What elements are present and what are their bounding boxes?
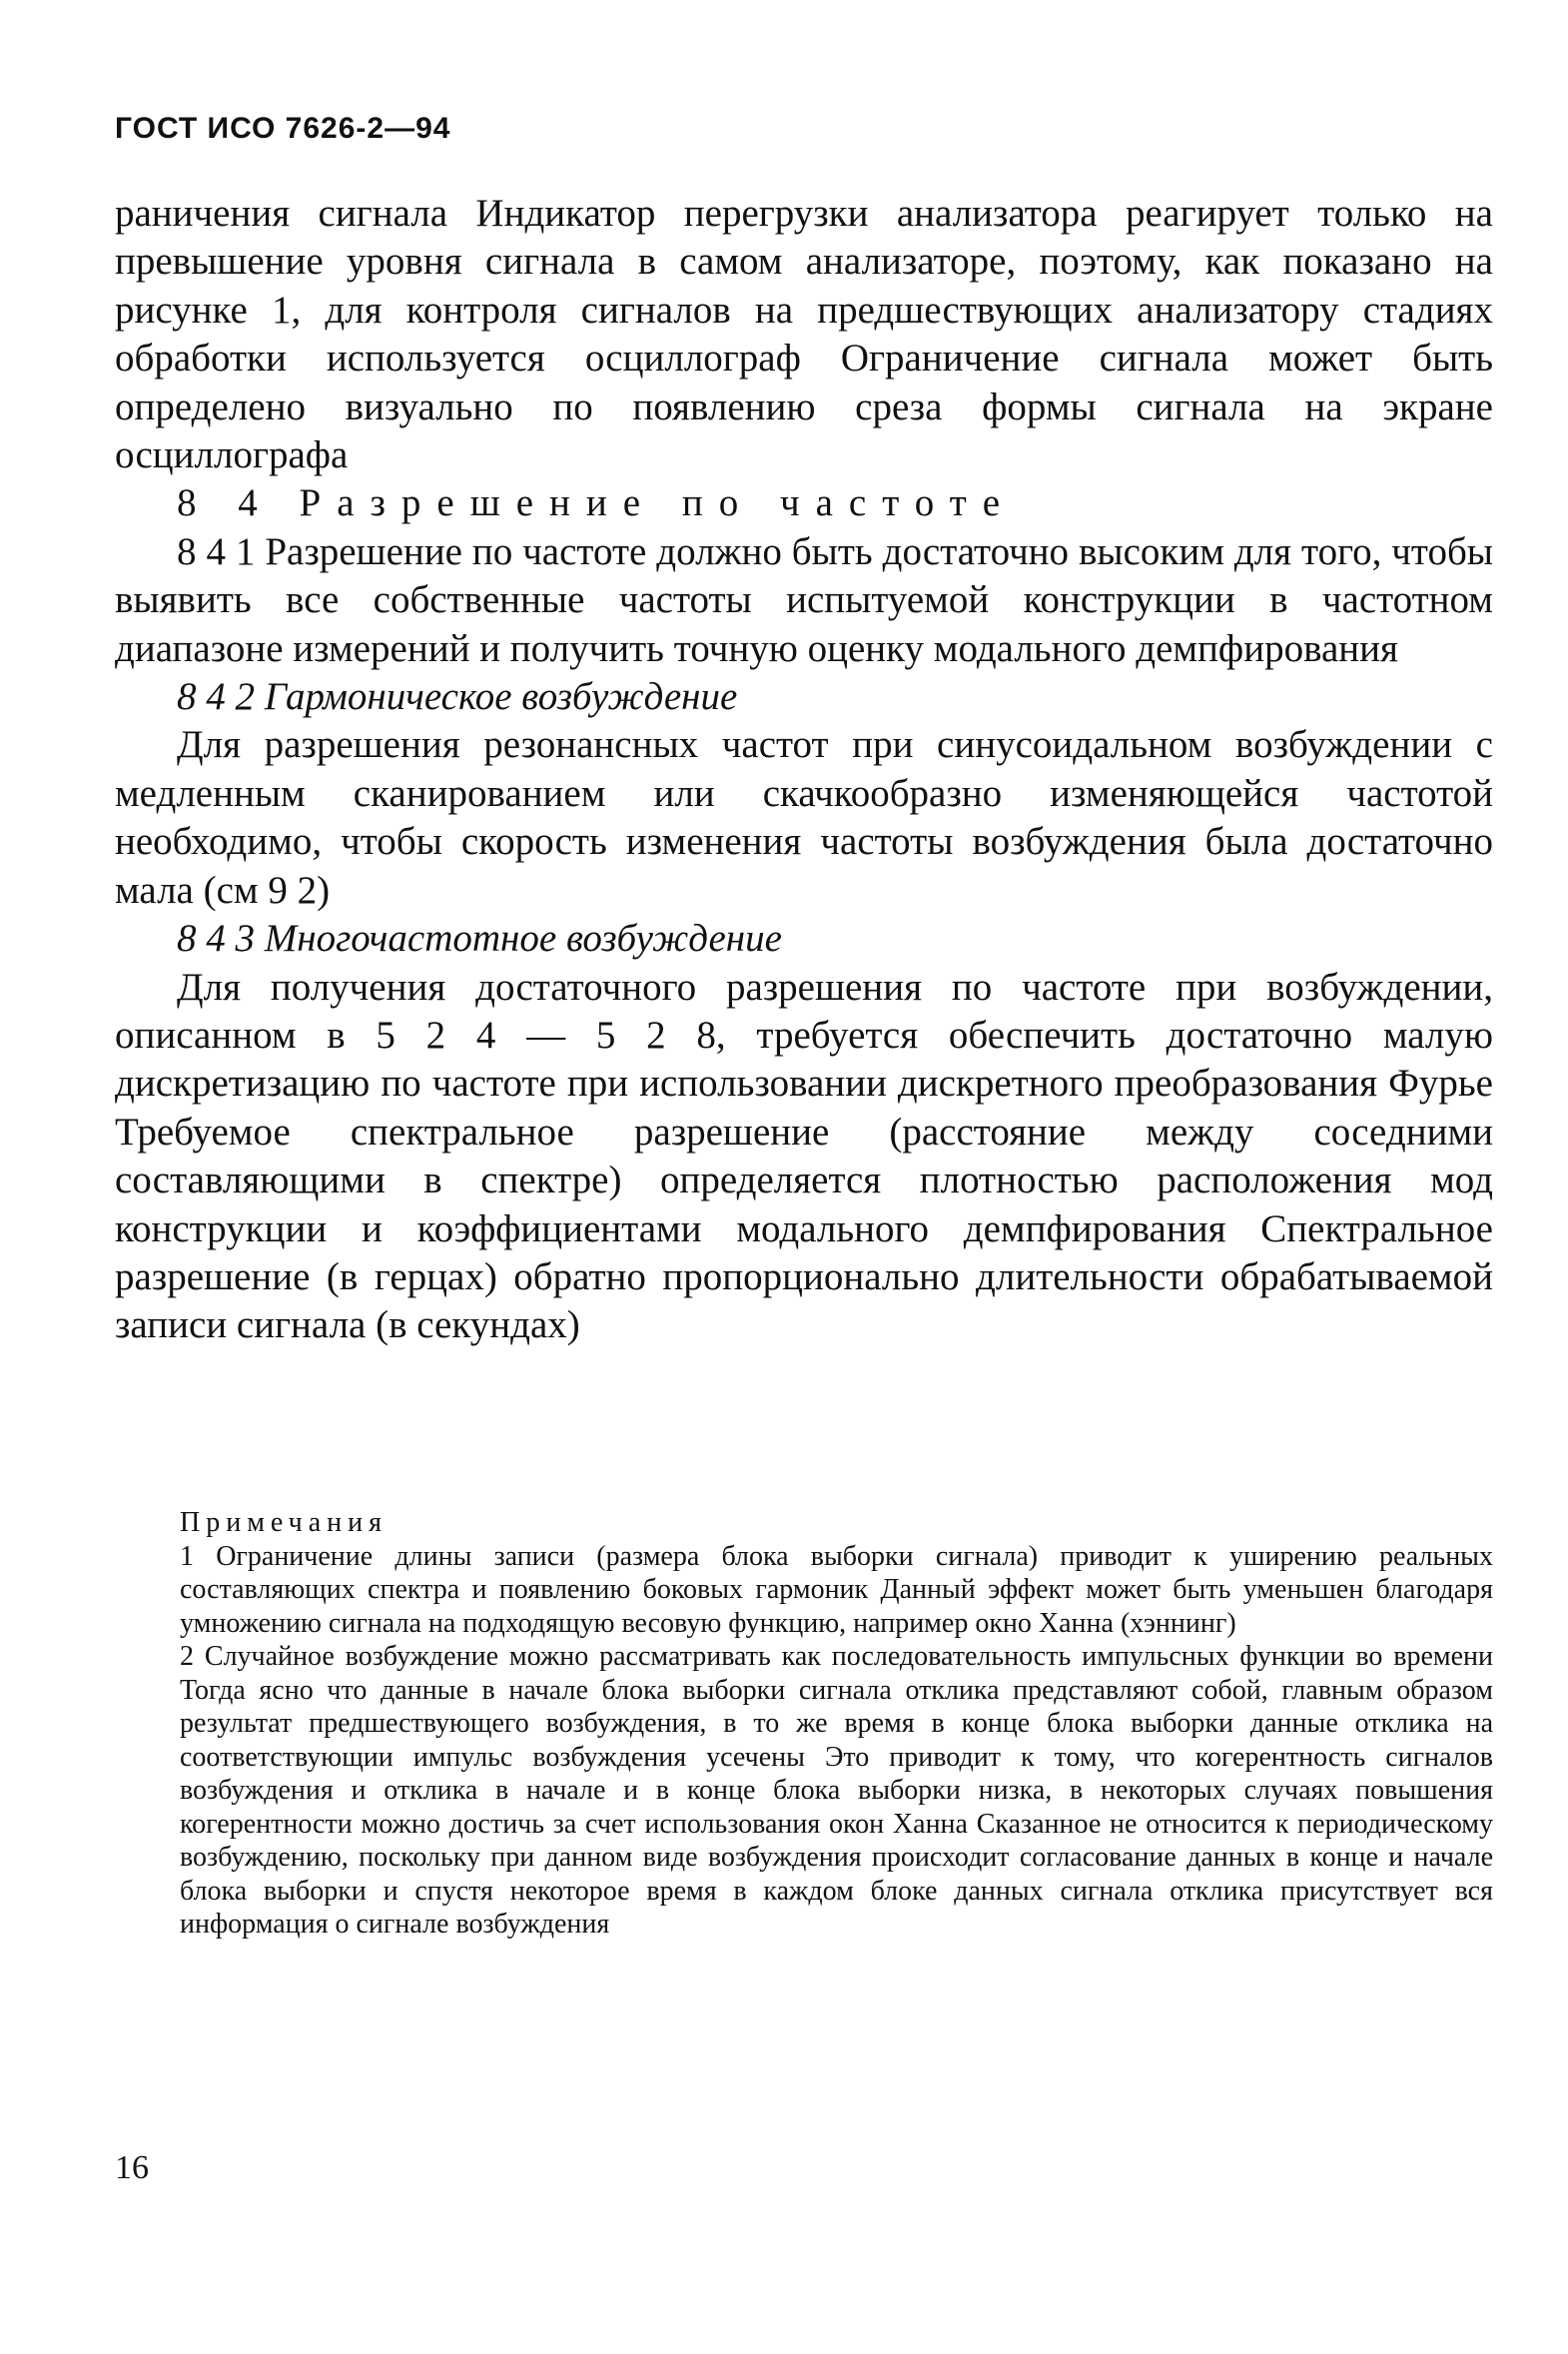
paragraph-multifrequency-excitation: Для получения достаточного разрешения по частоте при возбуждении, описанном в 5 2 4 — 5 2 8, требуется обеспечить достаточно малую дискретизацию по частоте при использовании дискретного преобразования Фурье Требуемое спектральное разрешение (расстояние между соседними составляющими в спектре) определяется плотностью расположения мод конструкции и коэффициентами модального демпфирования Спектральное разрешение (в герцах) обратно пропорционально длительности обрабатываемой записи сигнала (в секундах) <box>115 965 1493 1347</box>
note-item: 1 Ограничение длины записи (размера блока выборки сигнала) приводит к уширению реальных составляющих спектра и появлению боковых гармоник Данный эффект может быть уменьшен благодаря умножению сигнала на подходящую весовую функцию, например окно Ханна (хэннинг) <box>180 1540 1493 1639</box>
document-header: ГОСТ ИСО 7626-2—94 <box>115 112 451 145</box>
subsection-heading-8-4-3: 8 4 3 Многочастотное возбуждение <box>177 917 782 961</box>
paragraph-continuation: раничения сигнала Индикатор перегрузки анализатора реагирует только на превышение уровня сигнала в самом анализаторе, поэтому, как показано на рисунке 1, для контроля сигналов на предшествующих анализатору стадиях обработки используется осциллограф Ограничение сигнала может быть определено визуально по появлению среза формы сигнала на экране осциллографа <box>115 192 1493 477</box>
document-body <box>115 190 1493 1350</box>
subsection-heading-8-4-2: 8 4 2 Гармоническое возбуждение <box>177 675 738 719</box>
notes-title: Примечания <box>180 1507 389 1538</box>
notes-block <box>180 1506 1493 1942</box>
note-item: 2 Случайное возбуждение можно рассматривать как последовательность импульсных функции во времени Тогда ясно что данные в начале блока выборки сигнала отклика представляют собой, главным образом результат предшествующего возбуждения, в то же время в конце блока выборки данные отклика на соответствующии импульс возбуждения усечены Это приводит к тому, что когерентность сигналов возбуждения и отклика в начале и в конце блока выборки низка, в некоторых случаях повышения когерентности можно достичь за счет использования окон Ханна Сказанное не относится к периодическому возбуждению, поскольку при данном виде возбуждения происходит согласование данных в конце и начале блока выборки и спустя некоторое время в каждом блоке данных сигнала отклика присутствует вся информация о сигнале возбуждения <box>180 1641 1493 1940</box>
paragraph-8-4-1: 8 4 1 Разрешение по частоте должно быть достаточно высоким для того, чтобы выявить все собственные частоты испытуемой конструкции в частотном диапазоне измерений и получить точную оценку модального демпфирования <box>115 529 1493 670</box>
paragraph-harmonic-excitation: Для разрешения резонансных частот при синусоидальном возбуждении с медленным сканированием или скачкообразно изменяющейся частотой необходимо, чтобы скорость изменения частоты возбуждения была достаточно мала (см 9 2) <box>115 723 1493 912</box>
section-heading-8-4: 8 4 Разрешение по частоте <box>177 481 1017 525</box>
page-number: 16 <box>115 2149 149 2186</box>
